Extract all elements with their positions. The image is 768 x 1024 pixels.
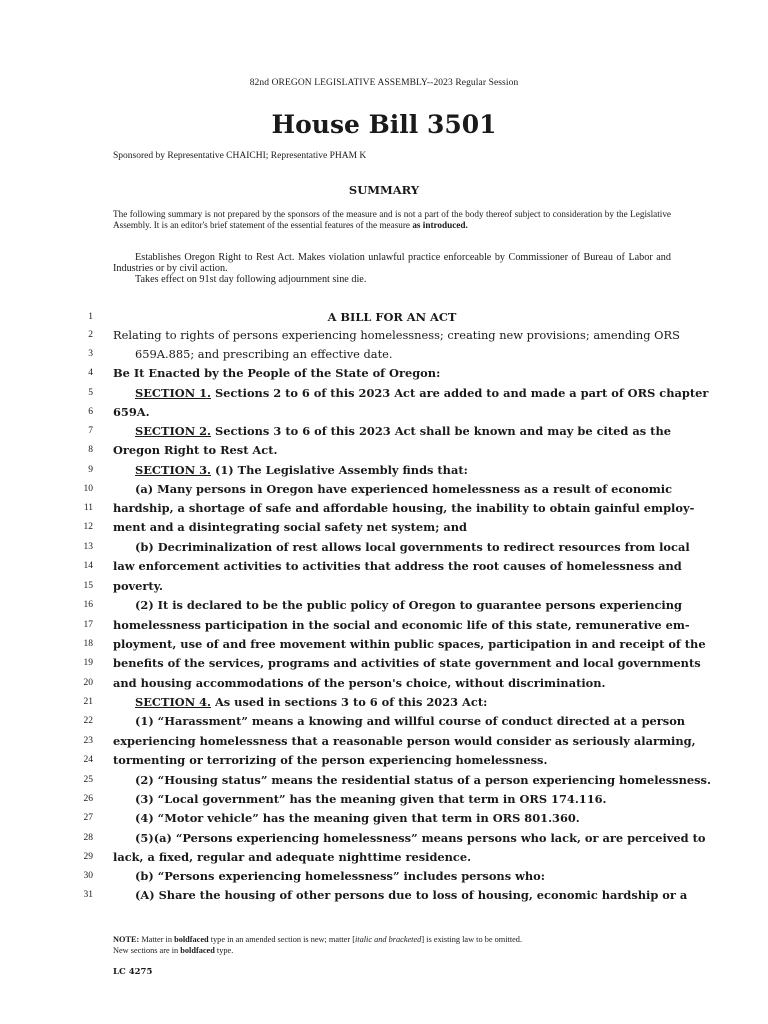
bill-line [0,635,768,654]
line-number: 5 [88,388,93,398]
summary-body [113,253,671,285]
line-number: 6 [88,407,93,417]
line-number: 7 [88,426,93,436]
line-text: SECTION 2. Sections 3 to 6 of this 2023 Act shall be known and may be cited as the [135,424,671,438]
line-text: (5)(a) “Persons experiencing homelessness” means persons who lack, or are perceived to [135,831,706,845]
bill-title: House Bill 3501 [271,110,497,139]
bill-line [0,499,768,518]
enacting-clause: Be It Enacted by the People of the State of Oregon: [113,366,441,380]
line-text: hardship, a shortage of safe and affordable housing, the inability to obtain gainful employ- [113,501,695,515]
bill-line [0,384,768,403]
line-text: law enforcement activities to activities that address the root causes of homelessness and [113,559,682,573]
lc-number: LC 4275 [113,967,153,977]
bill-line [0,557,768,576]
line-number: 8 [88,445,93,455]
line-number: 10 [83,484,93,494]
bill-line [0,654,768,673]
line-text: and housing accommodations of the person's choice, without discrimination. [113,676,606,690]
bill-line [0,326,768,345]
bill-line [0,771,768,790]
line-text: benefits of the services, programs and activities of state government and local governments [113,656,701,670]
line-text: 659A. [113,405,150,419]
line-number: 23 [83,736,93,746]
summary-paragraph: Takes effect on 91st day following adjournment sine die. [135,273,367,285]
line-number: 22 [83,716,93,726]
line-number: 4 [88,368,93,378]
line-text: (4) “Motor vehicle” has the meaning given that term in ORS 801.360. [135,811,580,825]
bill-line [0,712,768,731]
bill-line [0,345,768,364]
bill-line [0,848,768,867]
section-label: SECTION 3. [135,463,211,477]
bill-line [0,538,768,557]
line-text: SECTION 1. Sections 2 to 6 of this 2023 Act are added to and made a part of ORS chapter [135,386,709,400]
bill-line [0,674,768,693]
line-text: tormenting or terrorizing of the person experiencing homelessness. [113,753,548,767]
summary-note: The following summary is not prepared by the sponsors of the measure and is not a part of the body thereof subject to consideration by the Legislative Assembly. It is an editor's brief statement of the essential features of the measure as introduced. [113,209,671,230]
bill-line [0,886,768,905]
bill-line [0,867,768,886]
line-text: (a) Many persons in Oregon have experienced homelessness as a result of economic [135,482,673,496]
line-number: 18 [83,639,93,649]
act-heading: A BILL FOR AN ACT [327,310,457,324]
bill-line [0,518,768,537]
line-number: 21 [83,697,93,707]
line-text: (2) It is declared to be the public policy of Oregon to guarantee persons experiencing [135,598,683,612]
bill-line [0,829,768,848]
bill-line [0,364,768,383]
line-number: 1 [88,312,93,322]
line-number: 26 [83,794,93,804]
line-number: 9 [88,465,93,475]
line-text: SECTION 3. (1) The Legislative Assembly finds that: [135,463,468,477]
line-text: (b) “Persons experiencing homelessness” includes persons who: [135,869,545,883]
line-text: (2) “Housing status” means the residential status of a person experiencing homelessness. [135,773,711,787]
summary-paragraph: Establishes Oregon Right to Rest Act. Makes violation unlawful practice enforceable by Commissioner of Bureau of Labor and Industries or by civil action. [113,252,671,274]
line-number: 24 [83,755,93,765]
line-number: 3 [88,349,93,359]
bill-line [0,693,768,712]
line-number: 14 [83,561,93,571]
bill-line [0,596,768,615]
line-text: lack, a fixed, regular and adequate nighttime residence. [113,850,472,864]
footer-note: NOTE: Matter in boldfaced type in an amended section is new; matter [italic and bracketed] is existing law to be omitted. New sections are in boldfaced type. [113,935,523,955]
line-number: 20 [83,678,93,688]
line-text: Relating to rights of persons experiencing homelessness; creating new provisions; amending ORS [113,328,680,342]
bill-line [0,308,768,327]
line-text: (b) Decriminalization of rest allows local governments to redirect resources from local [135,540,690,554]
line-number: 31 [83,890,93,900]
bill-line [0,751,768,770]
bill-line [0,790,768,809]
bill-line [0,809,768,828]
sponsors-line: Sponsored by Representative CHAICHI; Representative PHAM K [113,151,367,161]
line-number: 16 [83,600,93,610]
line-number: 29 [83,852,93,862]
line-text: (1) “Harassment” means a knowing and willful course of conduct directed at a person [135,714,686,728]
bill-line [0,616,768,635]
line-text: homelessness participation in the social and economic life of this state, remunerative em- [113,618,690,632]
bill-line [0,403,768,422]
bill-line [0,461,768,480]
line-number: 13 [83,542,93,552]
bill-line [0,732,768,751]
line-text: SECTION 4. As used in sections 3 to 6 of this 2023 Act: [135,695,488,709]
session-header: 82nd OREGON LEGISLATIVE ASSEMBLY--2023 Regular Session [249,78,519,88]
line-number: 11 [83,503,93,513]
line-number: 17 [83,620,93,630]
line-text: poverty. [113,579,163,593]
line-number: 15 [83,581,93,591]
line-number: 30 [83,871,93,881]
section-label: SECTION 4. [135,695,211,709]
line-number: 27 [83,813,93,823]
bill-line [0,577,768,596]
bill-line [0,441,768,460]
bill-line [0,480,768,499]
section-label: SECTION 1. [135,386,211,400]
line-text: (3) “Local government” has the meaning given that term in ORS 174.116. [135,792,607,806]
summary-heading: SUMMARY [348,183,420,197]
line-number: 25 [83,775,93,785]
line-number: 12 [83,522,93,532]
line-text: ment and a disintegrating social safety net system; and [113,520,468,534]
line-text: (A) Share the housing of other persons due to loss of housing, economic hardship or a [135,888,688,902]
line-text: Oregon Right to Rest Act. [113,443,278,457]
line-text: 659A.885; and prescribing an effective date. [135,347,393,361]
bill-line [0,422,768,441]
line-number: 28 [83,833,93,843]
line-text: experiencing homelessness that a reasonable person would consider as seriously alarming, [113,734,696,748]
line-text: ployment, use of and free movement within public spaces, participation in and receipt of the [113,637,706,651]
section-label: SECTION 2. [135,424,212,438]
line-number: 2 [88,330,93,340]
line-number: 19 [83,658,93,668]
